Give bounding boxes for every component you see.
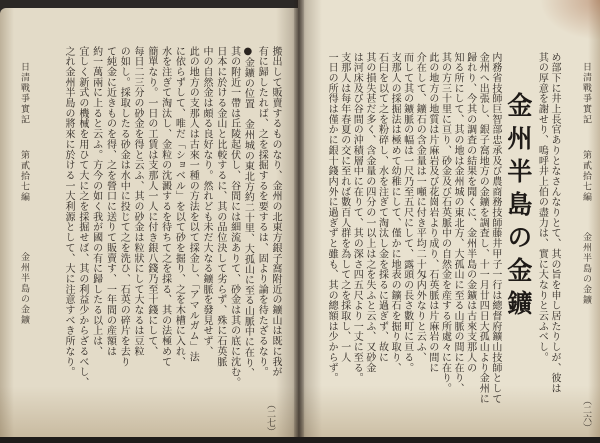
scan-bottom-edge xyxy=(0,437,600,443)
left-page-text xyxy=(61,46,282,396)
text-column: 日本に於ける金山と比較するに、其の品位決して劣らず、殊に石英脈 xyxy=(214,46,226,367)
text-column: 有に歸したれば、之を採掘するを要するは、固より論を待たざるなり。 xyxy=(256,46,268,378)
text-column: は河床及び谷間の沖積層中に在りて、其の深さ四五尺より一丈に至る。 xyxy=(351,52,363,384)
right-running-head-series: 日清戰爭實記 xyxy=(581,62,591,125)
text-column: 金州へ出張し、銀子窩地方の金鑛を調査し、十一月廿四日大孤山より金州に xyxy=(477,52,489,404)
right-running-head-article: 金州半島の金鑛 xyxy=(581,232,591,306)
left-page-number: （二七） xyxy=(265,400,275,436)
text-column: 支那人の採掘法は極めて幼稚にして、僅かに地表の鑛石を掘り取り、 xyxy=(389,52,401,373)
text-column: 其の附近一帶は丘陵起伏し、谷間には細流ありて、砂金は其の底に沈む。 xyxy=(228,46,240,388)
book-gutter xyxy=(294,0,304,443)
text-column: に依らずして、唯だ「ショベル」を以て砂を掘り、之を木槽に入れ、 xyxy=(173,46,185,367)
text-column: 其の方三十里に亘り、砂金及び石英脈中の自然金を産する所處々に在り。 xyxy=(439,52,451,394)
text-column: 中の自然金は頗る良好なり。然れども未だ大なる鑛脈を發見せず、 xyxy=(201,46,213,357)
article-title: 金州半島の金鑛 xyxy=(503,92,533,323)
text-column: 每日二三分の砂金を得と云ふ、其の砂金は粒狀にして大なるは豆粒 xyxy=(132,46,144,357)
right-page-number: （二六） xyxy=(581,396,591,432)
text-column: 介在して、鑛石の含金量は一噸に付き平均二十匁内外なりと云ふ、 xyxy=(414,52,426,363)
preceding-text-column: め部下に井上長官ありとなさんなりとて、其の旨を申し居たりしが、彼は xyxy=(549,52,560,394)
text-column: 約一萬兩に上ると云ふ。方今の如く我が國の有に歸したる以上は、 xyxy=(90,46,102,357)
text-column: 石臼を以て之を粉碎し、水を注ぎて淘汰し金を採るに過ぎず、故に xyxy=(376,52,388,363)
text-column: 知る所にして、其の地は金州城の東北方、大孤山に至る山脈の間に在り、 xyxy=(452,52,464,394)
text-column: 宜しく新式の機械を用ひて大に之を採掘せば、其の利益少からざるべし、 xyxy=(76,46,88,388)
text-column: て純金に近きものを得、之を營口に送りて販賣す、一年間の産額は xyxy=(104,46,116,357)
text-column: の如し。採取したる砂金は水中に投じて之を洗ひ、石英の碎片を去り xyxy=(118,46,130,367)
text-column: 支那人は每年春夏の交に至れば數百人群を為して之を採取し、一人 xyxy=(338,52,350,363)
left-running-head-article: 金州半島の金鑛 xyxy=(19,252,29,326)
text-column: 此の地方の支那人は古來一種の方法を以て採金し、「アマルガム」法 xyxy=(187,46,199,362)
text-column: 簡單なり。一日の工賃は支那人一人に付き銀八錢乃至十錢にして、 xyxy=(145,46,157,357)
text-column: 一日の所得は僅かに銀十錢内外に過ぎずと雖も、其の總額は少からず。 xyxy=(326,52,338,384)
text-column: ●金鑛の位置 金州城の東北方約二十里、大孤山に至る山脈中に在り、 xyxy=(242,46,254,379)
text-column: 水を注ぎて淘汰し、金粒の沈澱するを待ちて之を採る、其の法極めて xyxy=(159,46,171,367)
text-column: 而して其の鑛脈の幅は一尺乃至五尺にして、露頭の長さ數町に亘る。 xyxy=(401,52,413,373)
right-page-text xyxy=(325,52,561,402)
text-column: 其の損失甚だ多く、含金量の四分の一以上は之を失ふと云ふ、又砂金 xyxy=(363,52,375,373)
text-column: 歸れり、今其の調査の結果を聞くに、金州半島の金鑛は古來支那人の xyxy=(464,52,476,373)
text-column: 搬出して販賣するものなり、金州の北東方銀子窩附近の鑛山は既に我が xyxy=(270,46,281,378)
text-column: 之れ金州半島の將來に於ける一大利源として、大に注意すべき所なり。 xyxy=(63,46,75,378)
preceding-text-column: 其の厚意を謝せり、嗚呼井上伯の盡力は、實に大なりと云ふべし。 xyxy=(536,52,548,363)
text-column: 此の地方の地質は片麻岩及び花崗岩より成り、石英脈は片麻岩の間に xyxy=(426,52,438,373)
left-running-head-volume: 第貳拾七編 xyxy=(19,150,29,203)
text-column: 内務省技師巨智部忠承及び農商務技師藤井甲子一行は總督府鑛山技師として xyxy=(489,52,501,404)
right-running-head-volume: 第貳拾七編 xyxy=(581,150,591,203)
left-running-head-series: 日清戰爭實記 xyxy=(19,62,29,125)
